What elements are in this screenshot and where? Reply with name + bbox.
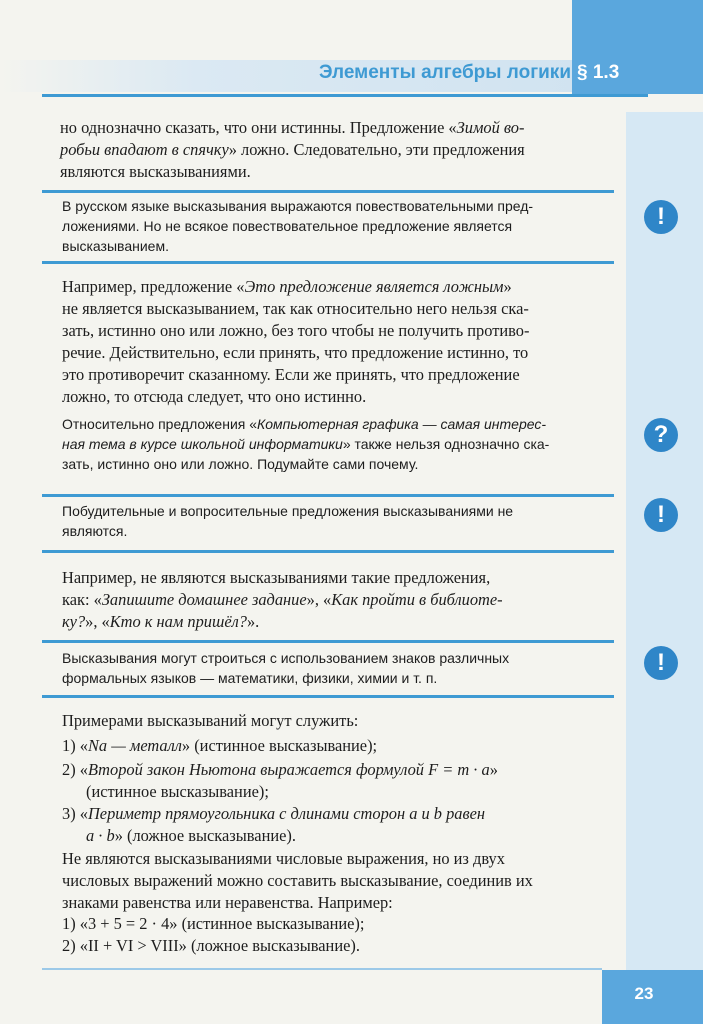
list-item: 2) «Второй закон Ньютона выражается формулой F = m · a» (истинное высказывание);	[62, 760, 498, 801]
footer-rule	[42, 968, 602, 970]
question-text: Относительно предложения «Компьютерная графика — самая интерес- ная тема в курсе школьной информатики» также нельзя однозначно ска- зать, истинно оно или ложно. Подумайте сами почему.	[62, 416, 550, 472]
paragraph-liar: Например, предложение «Это предложение является ложным» не является высказыванием, так как относительно него нельзя ска- зать, истинно оно или ложно, без того чтобы не получить противо- речие. Действительно, если принять, что предложение истинно, то это противоречит сказанному. Если же принять, что предложение ложно, то отсюда следует, что оно истинно.	[62, 277, 530, 406]
page-number: 23	[634, 984, 654, 1003]
question-icon: ?	[644, 418, 678, 452]
important-icon: !	[644, 646, 678, 680]
rule-text-1: В русском языке высказывания выражаются повествовательными пред- ложениями. Но не всякое повествовательное предложение является высказыванием.	[62, 198, 534, 254]
rule-text-2: Побудительные и вопросительные предложения высказываниями не являются.	[62, 503, 514, 539]
chapter-title: Элементы алгебры логики	[318, 62, 571, 83]
list-item: 2) «II + VI > VIII» (ложное высказывание).	[62, 936, 360, 955]
intro-paragraph: но однозначно сказать, что они истинны. Предложение «Зимой во- робьи впадают в спячку» ложно. Следовательно, эти предложения являются высказываниями.	[60, 118, 525, 181]
rule-text-3: Высказывания могут строиться с использованием знаков различных формальных языков — математики, физики, химии и т. п.	[62, 650, 510, 686]
section-number: § 1.3	[577, 62, 620, 83]
important-icon: !	[644, 200, 678, 234]
important-icon: !	[644, 498, 678, 532]
examples-lead: Примерами высказываний могут служить:	[62, 711, 359, 730]
list-item: 1) «3 + 5 = 2 · 4» (истинное высказывание);	[62, 914, 365, 933]
paragraph-numeric: Не являются высказываниями числовые выражения, но из двух числовых выражений можно составить высказывание, соединив их знаками равенства или неравенства. Например:	[62, 849, 533, 912]
margin-column	[626, 112, 703, 970]
list-item: 3) «Периметр прямоугольника с длинами сторон a и b равен a · b» (ложное высказывание).	[62, 804, 485, 845]
paragraph-imperatives: Например, не являются высказываниями такие предложения, как: «Запишите домашнее задание», «Как пройти в библиоте- ку?», «Кто к нам пришёл?».	[62, 568, 503, 631]
header-rule	[42, 94, 648, 97]
list-item: 1) «Na — металл» (истинное высказывание);	[62, 736, 378, 755]
